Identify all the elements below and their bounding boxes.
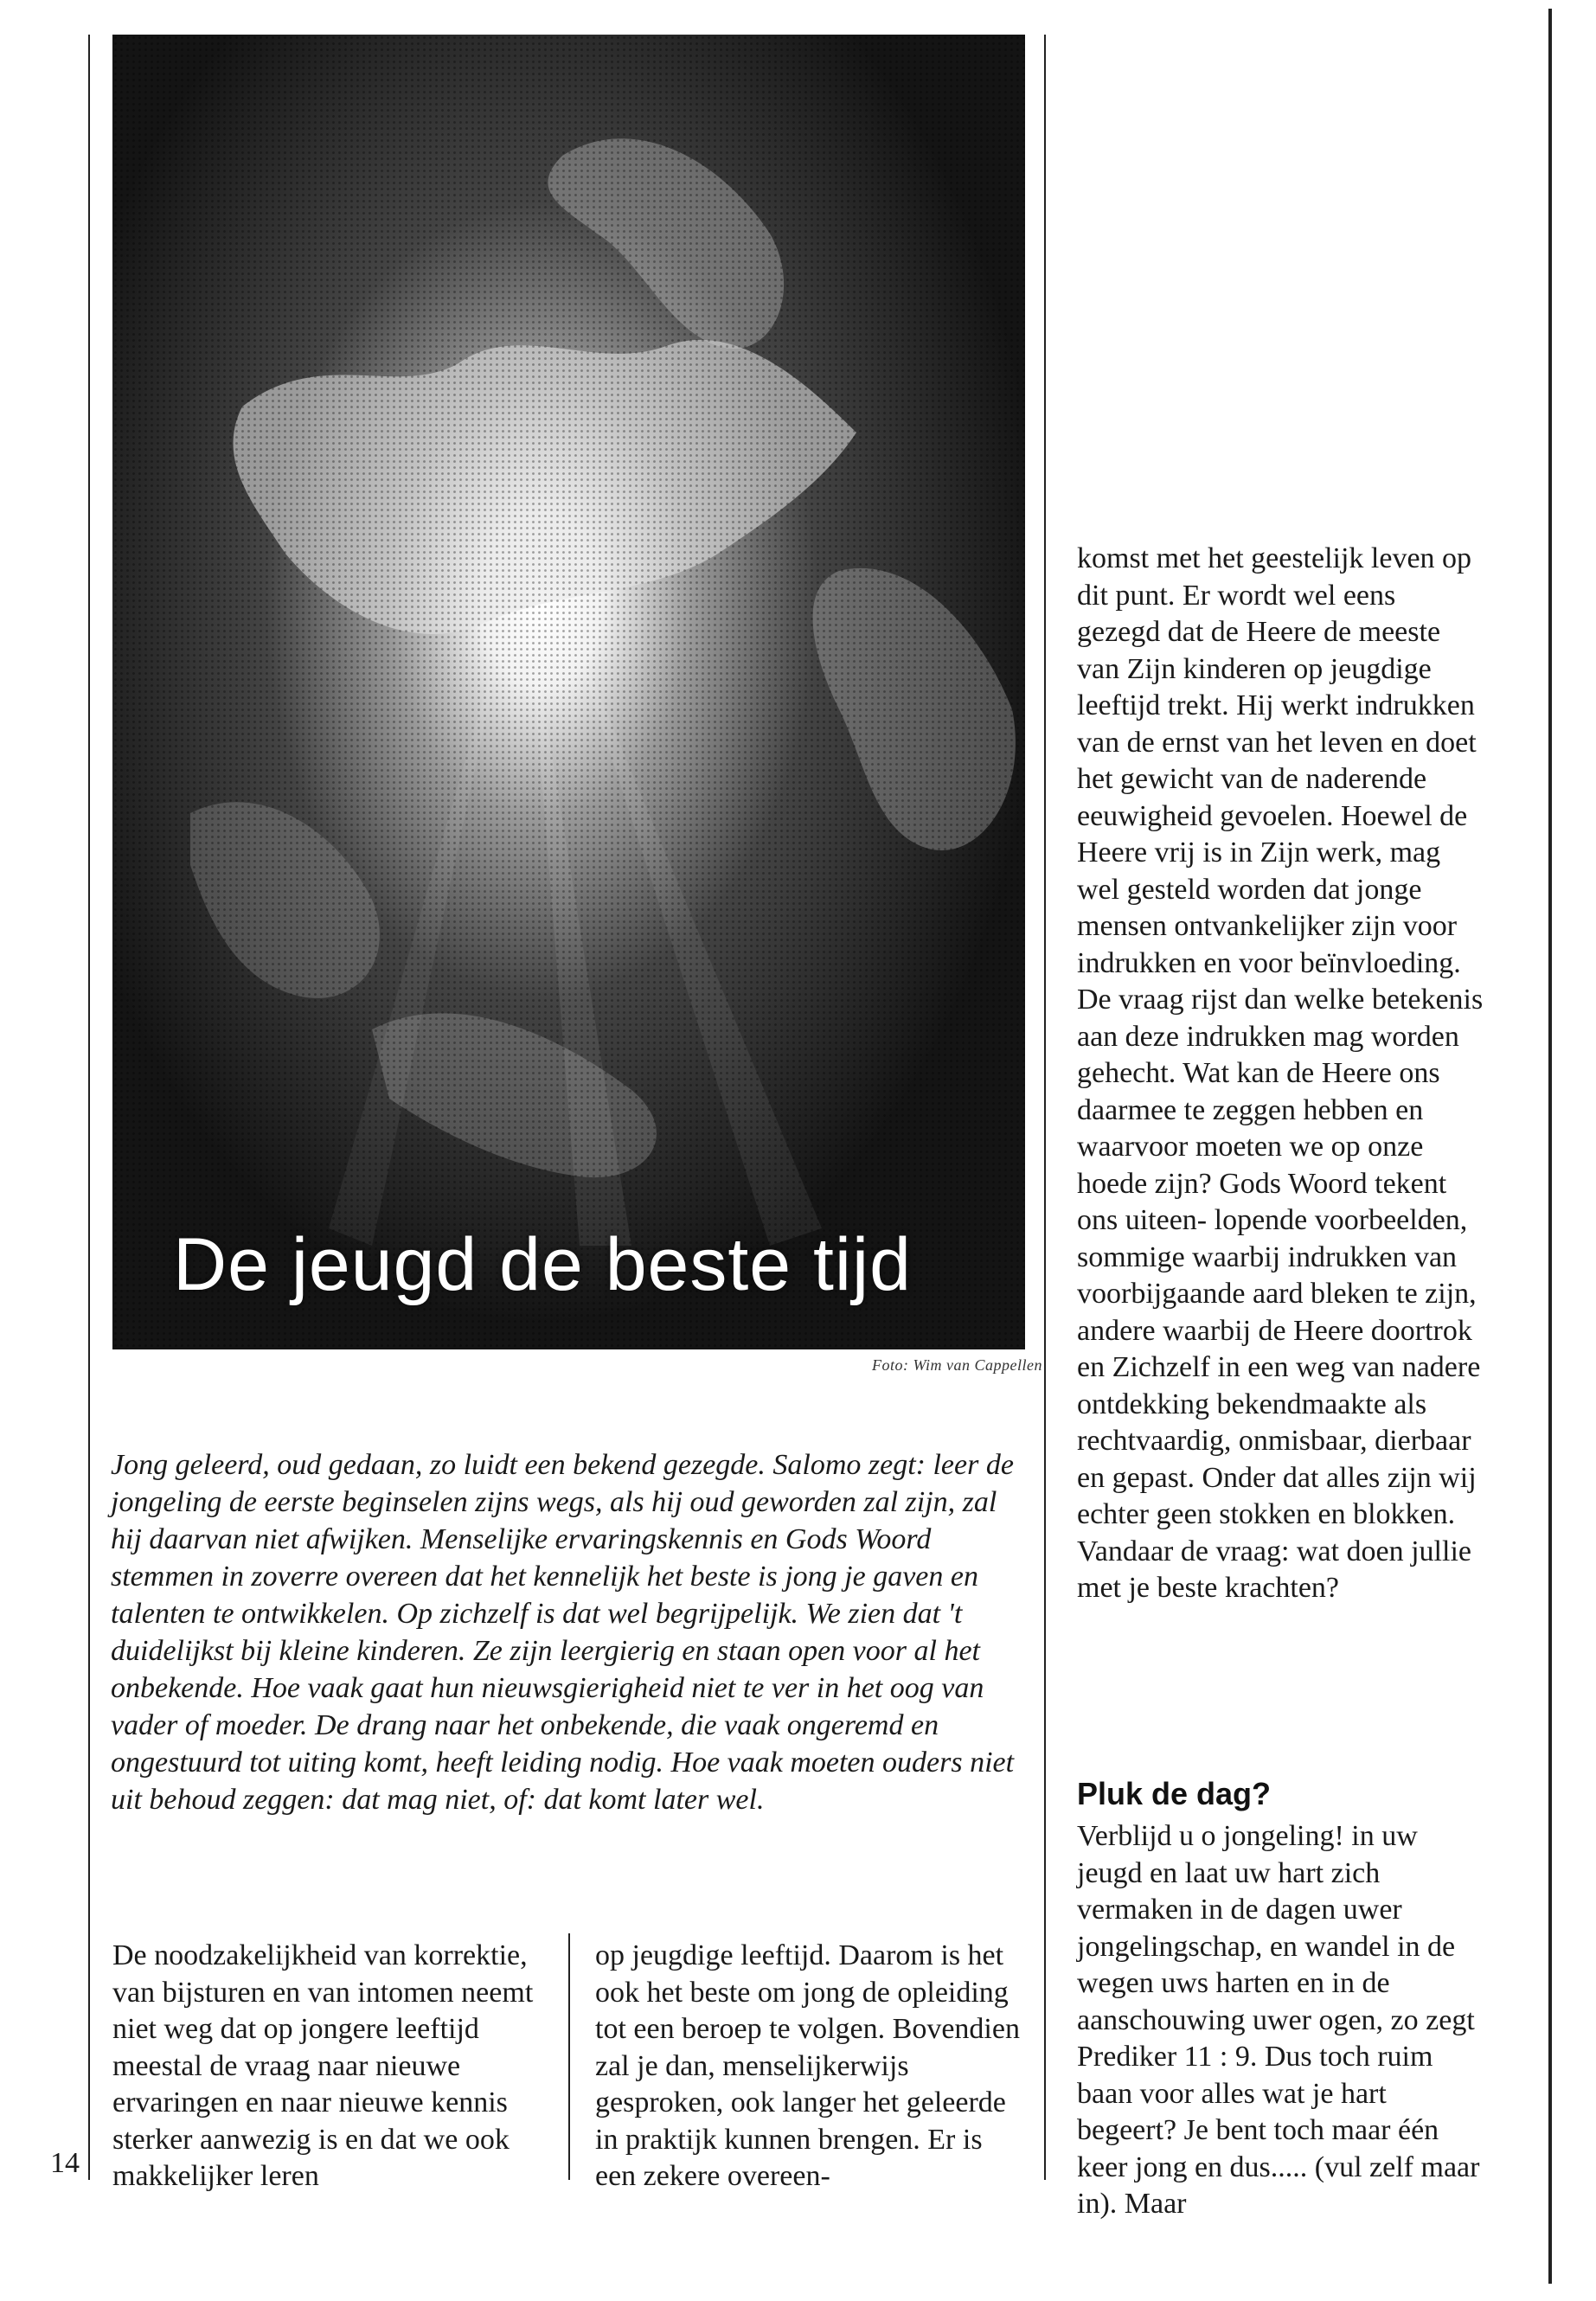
- right-margin-rule: [1044, 35, 1046, 2180]
- page-edge-rule: [1548, 9, 1552, 2284]
- photo-credit: Foto: Wim van Cappellen: [872, 1356, 1042, 1374]
- body-column-2: op jeugdige leeftijd. Daarom is het ook het beste om jong de opleiding tot een beroep te volgen. Bovendien zal je dan, menselijkerwijs gesproken, ook langer het geleerde in praktijk kunnen brengen. Er is een zekere overeen-: [595, 1939, 1020, 2192]
- subheading: Pluk de dag?: [1077, 1776, 1272, 1811]
- body-column-3: komst met het geestelijk leven op dit punt. Er wordt wel eens gezegd dat de Heere de meeste van Zijn kinderen op jeugdige leeftijd trekt. Hij werkt indrukken van de ernst van het leven en doet het gewicht van de naderende eeuwigheid gevoelen. Hoewel de Heere vrij is in Zijn werk, mag wel gesteld worden dat jonge mensen ontvankelijker zijn voor indrukken en voor beïnvloeding. De vraag rijst dan welke betekenis aan deze indrukken mag worden gehecht. Wat kan de Heere ons daarmee te zeggen hebben en waarvoor moeten we op onze hoede zijn? Gods Woord tekent ons uiteen- lopende voorbeelden, sommige waarbij indrukken van voorbijgaande aard bleken te zijn, andere waarbij de Heere doortrok en Zichzelf in een weg van nadere ontdekking bekendmaakte als rechtvaardig, onmisbaar, dierbaar en gepast. Onder dat alles zijn wij echter geen stokken en blokken. Vandaar de vraag: wat doen jullie met je beste krachten?: [1077, 542, 1484, 1604]
- left-margin-rule: [88, 35, 90, 2180]
- body-column-1: De noodzakelijkheid van korrektie, van bijsturen en van intomen neemt niet weg dat op jongere leeftijd meestal de vraag naar nieuwe ervaringen en naar nieuwe kennis sterker aanwezig is en dat we ook makkelijker leren: [112, 1939, 534, 2192]
- body-column-rule: [568, 1933, 570, 2180]
- body-column-3-continued: Verblijd u o jongeling! in uw jeugd en laat uw hart zich vermaken in de dagen uwer jongelingschap, en wandel in de wegen uws harten en in de aanschouwing uwer ogen, zo zegt Prediker 11 : 9. Dus toch ruim baan voor alles wat je hart begeert? Je bent toch maar één keer jong en dus..... (vul zelf maar in). Maar: [1077, 1820, 1480, 2220]
- page-number: 14: [50, 2147, 80, 2179]
- intro-paragraph: Jong geleerd, oud gedaan, zo luidt een bekend gezegde. Salomo zegt: leer de jongeling de eerste beginselen zijns wegs, als hij oud geworden zal zijn, zal hij daarvan niet afwijken. Menselijke ervaringskennis en Gods Woord stemmen in zoverre overeen dat het kennelijk het beste is jong je gaven en talenten te ontwikkelen. Op zichzelf is dat wel begrijpelijk. We zien dat 't duidelijkst bij kleine kinderen. Ze zijn leergierig en staan open voor al het onbekende. Hoe vaak gaat hun nieuwsgierigheid niet te ver in het oog van vader of moeder. De drang naar het onbekende, die vaak ongeremd en ongestuurd tot uiting komt, heeft leiding nodig. Hoe vaak moeten ouders niet uit behoud zeggen: dat mag niet, of: dat komt later wel.: [111, 1449, 1015, 1816]
- cloud-photo: [112, 35, 1025, 1349]
- cloud-sky-image: [112, 35, 1025, 1349]
- article-title: De jeugd de beste tijd: [173, 1223, 912, 1306]
